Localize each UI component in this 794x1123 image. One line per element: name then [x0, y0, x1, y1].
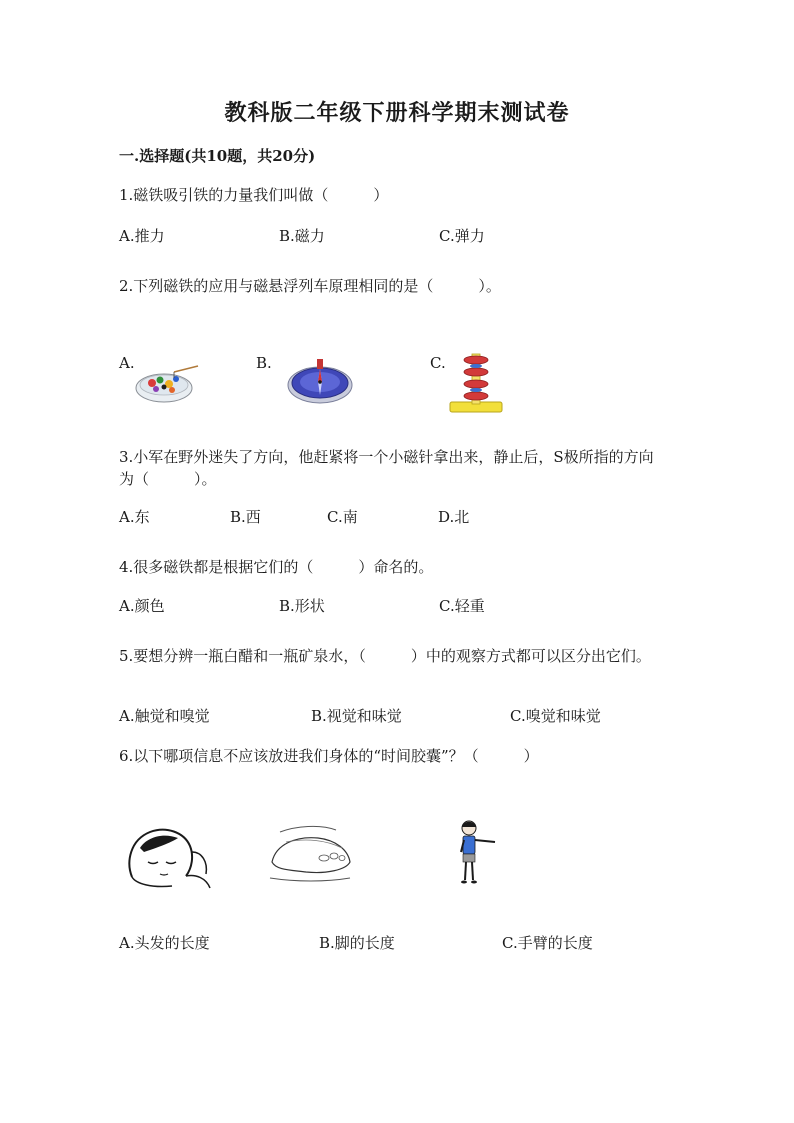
page-title: 教科版二年级下册科学期末测试卷 — [224, 100, 570, 126]
question-1-option-b: B.磁力 — [279, 227, 325, 245]
question-6-option-b: B.脚的长度 — [319, 934, 395, 952]
question-6-option-a: A.头发的长度 — [119, 934, 210, 952]
compass-image — [286, 355, 354, 407]
boy-extending-arm-image — [455, 818, 499, 888]
levitating-ring-magnets-image — [446, 350, 508, 416]
magnetic-fishing-toy-image — [134, 360, 204, 405]
question-3-option-b: B.西 — [230, 508, 261, 526]
section-heading: 一.选择题(共10题，共20分) — [119, 147, 316, 165]
question-4-option-c: C.轻重 — [439, 597, 485, 615]
question-1-option-a: A.推力 — [119, 227, 165, 245]
question-1-stem: 1.磁铁吸引铁的力量我们叫做（ ） — [119, 186, 389, 204]
question-2-option-c: C. — [430, 354, 446, 372]
question-5-stem: 5.要想分辨一瓶白醋和一瓶矿泉水，（ ）中的观察方式都可以区分出它们。 — [119, 647, 651, 665]
foot-image — [266, 822, 354, 886]
question-1-option-c: C.弹力 — [439, 227, 485, 245]
question-6-stem: 6.以下哪项信息不应该放进我们身体的“时间胶囊”？（ ） — [119, 747, 539, 765]
question-4-option-a: A.颜色 — [119, 597, 165, 615]
question-5-option-a: A.触觉和嗅觉 — [119, 707, 210, 725]
question-3-option-d: D.北 — [438, 508, 470, 526]
question-2-stem: 2.下列磁铁的应用与磁悬浮列车原理相同的是（ ）。 — [119, 277, 501, 295]
question-4-stem: 4.很多磁铁都是根据它们的（ ）命名的。 — [119, 558, 434, 576]
question-5-option-b: B.视觉和味觉 — [311, 707, 402, 725]
question-4-option-b: B.形状 — [279, 597, 325, 615]
sleeping-child-image — [122, 822, 212, 892]
question-3-option-c: C.南 — [327, 508, 358, 526]
question-3-stem: 3.小军在野外迷失了方向，他赶紧将一个小磁针拿出来，静止后，S极所指的方向为（ ）。 — [119, 448, 654, 488]
question-2-option-a: A. — [119, 354, 135, 372]
question-5-option-c: C.嗅觉和味觉 — [510, 707, 601, 725]
question-2-option-b: B. — [256, 354, 272, 372]
question-6-option-c: C.手臂的长度 — [502, 934, 593, 952]
question-3-option-a: A.东 — [119, 508, 150, 526]
